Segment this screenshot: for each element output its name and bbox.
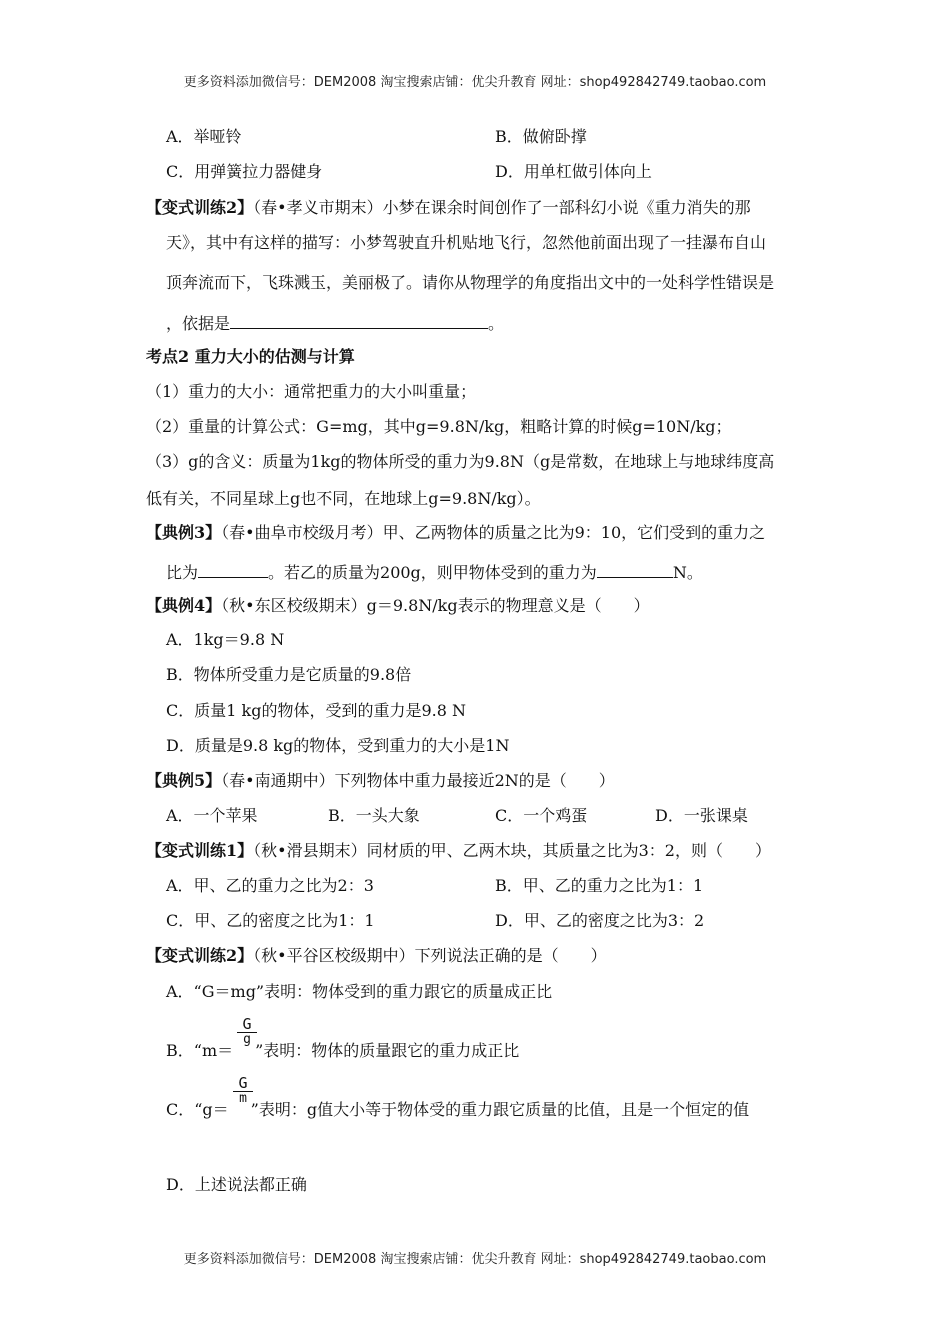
- answer-blank: [230, 311, 488, 329]
- variant-1-option-b: B．甲、乙的重力之比为1：1: [495, 876, 704, 895]
- example-5-option-a: A．一个苹果: [166, 806, 258, 825]
- option-b: B．做俯卧撑: [495, 127, 587, 146]
- variant-1-option-c: C．甲、乙的密度之比为1：1: [166, 911, 375, 930]
- point-2: （2）重量的计算公式：G=mg，其中g=9.8N/kg，粗略计算的时候g=10N/kg；: [146, 417, 732, 436]
- variant-2b-question: 【变式训练2】（秋•平谷区校级期中）下列说法正确的是（ ）: [146, 946, 607, 965]
- page-footer: 更多资料添加微信号：DEM2008 淘宝搜索店铺：优尖升教育 网址：shop492842749.taobao.com: [183, 1252, 767, 1267]
- example-4-question: 【典例4】（秋•东区校级期末）g＝9.8N/kg表示的物理意义是（ ）: [146, 596, 650, 615]
- variant-2a-line1: 【变式训练2】（春•孝义市期末）小梦在课余时间创作了一部科幻小说《重力消失的那: [146, 198, 751, 217]
- point-1: （1）重力的大小：通常把重力的大小叫重量；: [146, 382, 477, 401]
- variant-2b-option-c: C．“g＝ ”表明：g值大小等于物体受的重力跟它质量的比值，且是一个恒定的值: [166, 1100, 750, 1119]
- answer-blank: [198, 560, 268, 578]
- variant-tag: 【变式训练2】: [146, 198, 254, 217]
- example-5-option-b: B．一头大象: [328, 806, 420, 825]
- example-4-option-d: D．质量是9.8 kg的物体，受到重力的大小是1N: [166, 736, 510, 755]
- variant-2a-line4: ，依据是 。: [166, 311, 504, 335]
- option-a: A．举哑铃: [166, 127, 242, 146]
- variant-2b-option-d: D．上述说法都正确: [166, 1175, 307, 1194]
- example-5-question: 【典例5】（春•南通期中）下列物体中重力最接近2N的是（ ）: [146, 771, 615, 790]
- option-c: C．用弹簧拉力器健身: [166, 162, 323, 181]
- variant-1-option-d: D．甲、乙的密度之比为3：2: [495, 911, 705, 930]
- example-3-line1: 【典例3】（春•曲阜市校级月考）甲、乙两物体的质量之比为9：10，它们受到的重力之: [146, 523, 766, 542]
- fraction-g-over-g: $\frac{G}{g}$: [237, 1016, 257, 1047]
- variant-2b-option-b: B．“m＝ ”表明：物体的质量跟它的重力成正比: [166, 1041, 520, 1060]
- page-header: 更多资料添加微信号：DEM2008 淘宝搜索店铺：优尖升教育 网址：shop492842749.taobao.com: [183, 75, 767, 90]
- example-4-option-b: B．物体所受重力是它质量的9.8倍: [166, 665, 412, 684]
- variant-2b-option-a: A．“G＝mg”表明：物体受到的重力跟它的质量成正比: [166, 982, 553, 1001]
- section-title: 考点2 重力大小的估测与计算: [146, 347, 355, 366]
- point-3-line2: 低有关，不同星球上g也不同，在地球上g=9.8N/kg）。: [146, 489, 541, 508]
- variant-1-option-a: A．甲、乙的重力之比为2：3: [166, 876, 374, 895]
- variant-2a-line3: 顶奔流而下，飞珠溅玉，美丽极了。请你从物理学的角度指出文中的一处科学性错误是: [166, 273, 775, 292]
- answer-blank: [597, 560, 673, 578]
- example-5-option-d: D．一张课桌: [655, 806, 748, 825]
- example-4-option-c: C．质量1 kg的物体，受到的重力是9.8 N: [166, 701, 466, 720]
- variant-1-question: 【变式训练1】（秋•滑县期末）同材质的甲、乙两木块，其质量之比为3：2，则（ ）: [146, 841, 771, 860]
- example-4-option-a: A．1kg＝9.8 N: [166, 630, 285, 649]
- point-3-line1: （3）g的含义：质量为1kg的物体所受的重力为9.8N（g是常数，在地球上与地球纬度高: [146, 452, 775, 471]
- fraction-g-over-m: $\frac{G}{m}$: [233, 1075, 253, 1106]
- example-5-option-c: C．一个鸡蛋: [495, 806, 588, 825]
- variant-2a-line2: 天》，其中有这样的描写：小梦驾驶直升机贴地飞行，忽然他前面出现了一挂瀑布自山: [166, 233, 767, 252]
- option-d: D．用单杠做引体向上: [495, 162, 652, 181]
- example-3-line2: 比为 。若乙的质量为200g，则甲物体受到的重力为 N。: [166, 560, 703, 584]
